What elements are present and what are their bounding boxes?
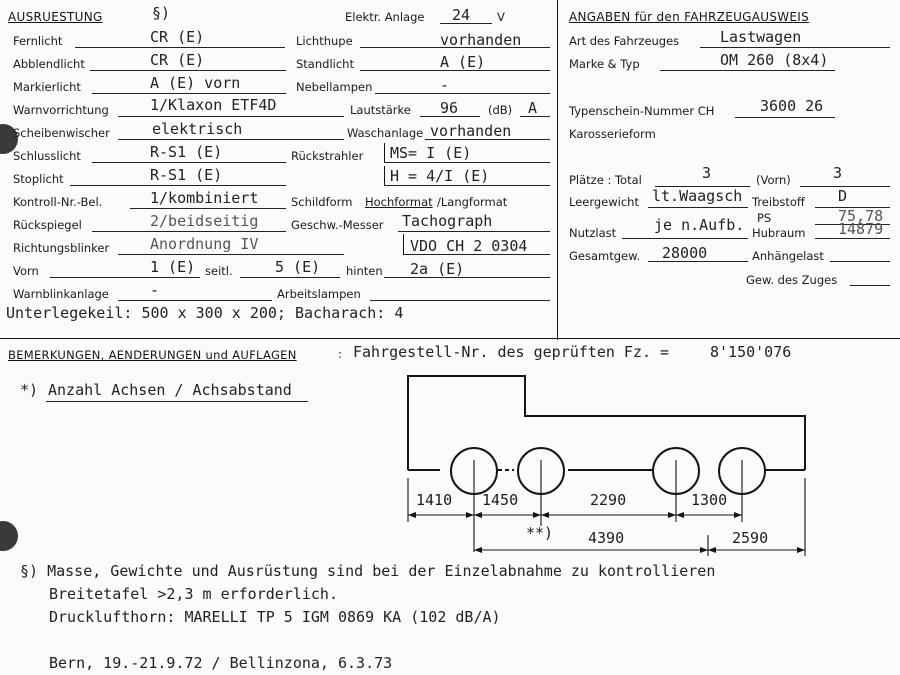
- abblend-label: Abblendlicht: [13, 57, 85, 71]
- hubraum-value: 14879: [838, 220, 884, 238]
- dim-2590: 2590: [732, 529, 769, 547]
- nutz-value: je n.Aufb.: [654, 216, 745, 234]
- laut-class: A: [528, 99, 538, 117]
- fernlicht-label: Fernlicht: [13, 34, 63, 48]
- standlicht-value: A (E): [440, 53, 486, 71]
- section-divider: [0, 338, 900, 339]
- remark-line-1: §) Masse, Gewichte und Ausrüstung sind bei der Einzelabnahme zu kontrollieren: [20, 562, 716, 580]
- leer-label: Leergewicht: [569, 195, 639, 209]
- hinten-label: hinten: [346, 264, 383, 278]
- blinker-value: Anordnung IV: [150, 235, 259, 253]
- seitl-label: seitl.: [205, 264, 233, 278]
- wischer-value: elektrisch: [152, 120, 243, 138]
- remarks-colon: :: [338, 347, 342, 361]
- plaetze-vorn-value: 3: [833, 164, 843, 182]
- unterlegekeil-text: Unterlegekeil: 500 x 300 x 200; Bacharach: 4: [6, 304, 404, 322]
- tacho-value-1: Tachograph: [402, 212, 493, 230]
- warnblink-label: Warnblinkanlage: [13, 287, 109, 301]
- wischer-label: Scheibenwischer: [13, 126, 110, 140]
- hubraum-label: Hubraum: [752, 226, 806, 240]
- schluss-label: Schlusslicht: [13, 149, 81, 163]
- markier-value: A (E) vorn: [150, 74, 241, 92]
- rueck-value-2: H = 4/I (E): [390, 167, 490, 185]
- wheel-3: [653, 448, 699, 494]
- seitl-value: 5 (E): [275, 258, 321, 276]
- art-value: Lastwagen: [720, 28, 802, 46]
- column-divider: [557, 0, 558, 340]
- remarks-title: BEMERKUNGEN, AENDERUNGEN und AUFLAGEN: [8, 348, 297, 362]
- zug-label: Gew. des Zuges: [746, 273, 838, 287]
- art-label: Art des Fahrzeuges: [569, 34, 680, 48]
- elektr-label: Elektr. Anlage: [345, 10, 425, 24]
- plaetze-value: 3: [702, 164, 712, 182]
- nebel-value: -: [440, 76, 450, 94]
- anhaenge-label: Anhängelast: [752, 249, 824, 263]
- nebel-label: Nebellampen: [296, 80, 373, 94]
- warn-value: 1/Klaxon ETF4D: [150, 96, 277, 114]
- marke-label: Marke & Typ: [569, 57, 640, 71]
- spiegel-value: 2/beidseitig: [150, 212, 259, 230]
- vehicle-title: ANGABEN für den FAHRZEUGAUSWEIS: [569, 10, 810, 24]
- punch-hole-bottom: [0, 521, 18, 551]
- elektr-value: 24: [452, 6, 471, 24]
- schild-label: Schildform: [291, 195, 353, 209]
- ps-value: 75,78: [838, 207, 884, 225]
- hinten-value: 2a (E): [410, 260, 465, 278]
- dim-1450: 1450: [482, 491, 519, 509]
- schild-quer: /Langformat: [437, 195, 508, 209]
- typenschein-label: Typenschein-Nummer CH: [569, 104, 715, 118]
- vorn-value: 1 (E): [150, 258, 196, 276]
- dim-4390: 4390: [588, 529, 625, 547]
- wheel-4: [719, 448, 765, 494]
- note-text: Anzahl Achsen / Achsabstand: [48, 381, 292, 399]
- leer-value: lt.Waagsch: [652, 187, 743, 205]
- stop-value: R-S1 (E): [150, 166, 223, 184]
- plaetze-label: Plätze : Total: [569, 173, 642, 187]
- tacho-label: Geschw.-Messer: [291, 218, 384, 232]
- schluss-value: R-S1 (E): [150, 143, 223, 161]
- marker-star: **): [526, 524, 554, 542]
- blinker-label: Richtungsblinker: [13, 241, 110, 255]
- karosserie-label: Karosserieform: [569, 127, 656, 141]
- marke-value: OM 260 (8x4): [720, 51, 829, 69]
- dim-2290: 2290: [590, 491, 627, 509]
- gesamt-label: Gesamtgew.: [569, 249, 641, 263]
- lichthupe-value: vorhanden: [440, 31, 522, 49]
- gesamt-value: 28000: [662, 244, 708, 262]
- treib-value: D: [838, 187, 848, 205]
- standlicht-label: Standlicht: [296, 57, 354, 71]
- wheel-2: [518, 448, 564, 494]
- lichthupe-label: Lichthupe: [296, 34, 353, 48]
- kontroll-label: Kontroll-Nr.-Bel.: [13, 195, 103, 209]
- rueck-label: Rückstrahler: [291, 149, 364, 163]
- rueck-value-1: MS= I (E): [390, 144, 472, 162]
- spiegel-label: Rückspiegel: [13, 218, 82, 232]
- elektr-unit: V: [497, 10, 505, 24]
- schild-hoch: Hochformat: [365, 195, 433, 209]
- remark-line-4: Bern, 19.-21.9.72 / Bellinzona, 6.3.73: [49, 654, 393, 672]
- abblend-value: CR (E): [150, 51, 205, 69]
- remark-line-3: Drucklufthorn: MARELLI TP 5 IGM 0869 KA (102 dB/A): [49, 608, 501, 626]
- wheel-1: [451, 448, 497, 494]
- dim-1300: 1300: [691, 491, 728, 509]
- truck-outline: [408, 376, 805, 470]
- wasch-label: Waschanlage: [347, 126, 424, 140]
- plaetze-vorn-label: (Vorn): [756, 173, 791, 187]
- wasch-value: vorhanden: [430, 122, 512, 140]
- warn-label: Warnvorrichtung: [13, 103, 109, 117]
- arbeits-label: Arbeitslampen: [277, 287, 361, 301]
- fernlicht-value: CR (E): [150, 28, 205, 46]
- ps-label: PS: [757, 211, 772, 225]
- typenschein-value: 3600 26: [760, 97, 824, 115]
- chassis-value: 8'150'076: [710, 343, 792, 361]
- nutz-label: Nutzlast: [569, 226, 617, 240]
- warnblink-value: -: [150, 281, 160, 299]
- treib-label: Treibstoff: [752, 195, 805, 209]
- equipment-title: AUSRUESTUNG: [8, 10, 103, 24]
- remark-line-2: Breitetafel >2,3 m erforderlich.: [49, 585, 338, 603]
- markier-label: Markierlicht: [13, 80, 81, 94]
- equipment-title-mark: §): [152, 4, 171, 22]
- dim-1410: 1410: [416, 491, 453, 509]
- note-mark: *): [20, 381, 39, 399]
- kontroll-value: 1/kombiniert: [150, 189, 259, 207]
- chassis-label: Fahrgestell-Nr. des geprüften Fz. =: [353, 343, 670, 361]
- laut-unit: (dB): [488, 103, 513, 117]
- stop-label: Stoplicht: [13, 172, 64, 186]
- tacho-value-2: VDO CH 2 0304: [410, 237, 528, 255]
- vorn-label: Vorn: [13, 264, 39, 278]
- laut-value: 96: [440, 99, 459, 117]
- laut-label: Lautstärke: [350, 103, 411, 117]
